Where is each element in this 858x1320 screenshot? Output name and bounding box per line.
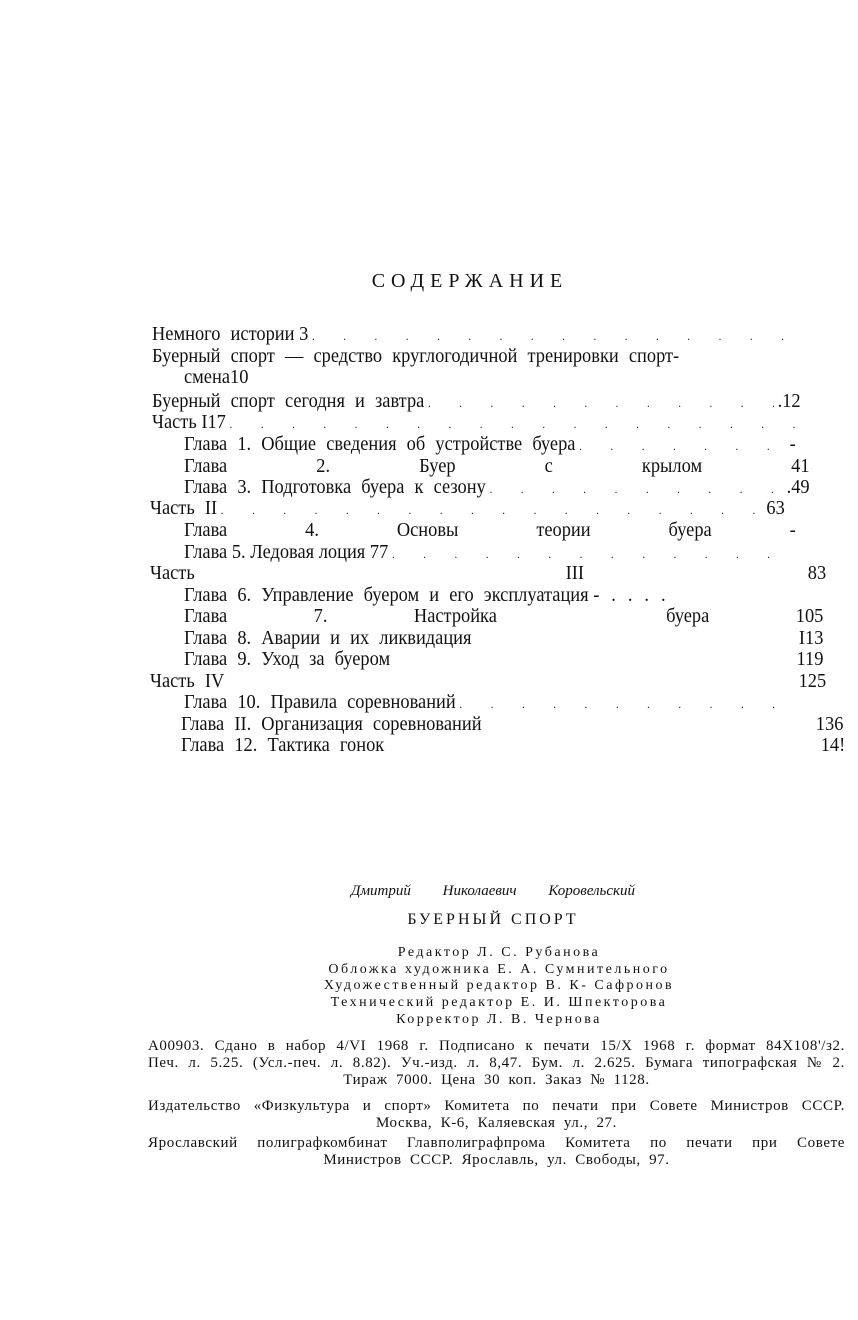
dot-leader [230,413,802,435]
toc-page: - [789,433,796,455]
toc-label: крылом [641,455,703,477]
credit-line: Корректор Л. В. Чернова [396,1012,602,1027]
toc-page: .12 [777,390,801,412]
toc-label: Немного истории [152,323,295,345]
toc-entry[interactable] [150,497,785,521]
toc-entry[interactable] [184,627,823,649]
toc-entry[interactable] [152,323,805,347]
toc-entry[interactable] [181,713,843,735]
toc-label: Глава 5. Ледовая лоция [184,541,366,563]
toc-label: смена [184,366,230,388]
book-title: БУЕРНЫЙ СПОРТ [407,911,579,928]
toc-label: Глава 6. Управление буером и его эксплуатация [184,584,589,606]
dot-leader [221,499,763,521]
toc-label: 4. [305,519,319,541]
toc-label: Часть IV [150,670,225,692]
dot-leader [459,693,792,715]
toc-label: Глава 12. Тактика гонок [181,734,385,756]
toc-label: Глава 10. Правила соревнований [184,691,456,713]
toc-label: Часть [150,562,195,584]
toc-label: Глава [184,519,228,541]
toc-page: 10 [230,366,249,388]
toc-entry[interactable] [184,584,666,606]
toc-label: Глава [184,605,228,627]
toc-label: теории [536,519,591,541]
toc-entry[interactable] [152,411,805,435]
toc-entry[interactable] [184,519,796,541]
toc-label: Глава 1. Общие сведения об устройстве буера [184,433,576,455]
toc-entry-continued[interactable] [184,366,248,388]
toc-label: Буер [419,455,456,477]
toc-page: 63 [766,497,785,519]
toc-title: СОДЕРЖАНИЕ [371,270,569,292]
toc-page: 14! [820,734,846,756]
toc-entry[interactable] [184,433,796,457]
toc-label: Глава [184,455,228,477]
toc-page: 105 [795,605,824,627]
toc-page: .49 [786,476,810,498]
toc-label: III [565,562,585,584]
toc-entry[interactable] [152,345,778,367]
toc-label: буера [668,519,712,541]
toc-label: Глава 9. Уход за буером [184,648,391,670]
dot-leader [579,435,786,457]
toc-page: 119 [796,648,824,670]
toc-page: - [789,519,796,541]
toc-page: - . . . . [593,584,666,606]
toc-label: 2. [316,455,331,477]
toc-entry[interactable] [150,670,826,692]
toc-label: Настройка [413,605,497,627]
print-details: А00903. Сдано в набор 4/VI 1968 г. Подписано к печати 15/X 1968 г. формат 84Х108'/з2. Печ. л. 5.25. (Усл.-печ. л. 8.82). Уч.-изд. л. 8,47. Бум. л. 2.625. Бумага типографская № 2. Тираж 7000. Цена 30 коп. Заказ № 1128. [148,1038,845,1088]
toc-label: 7. [313,605,328,627]
toc-page: 77 [369,541,389,563]
toc-page: 17 [207,411,226,433]
toc-page: 136 [815,713,844,735]
toc-entry[interactable] [181,734,845,756]
toc-label: Глава II. Организация соревнований [181,713,482,735]
toc-page: 125 [798,670,827,692]
credit-line: Обложка художника Е. А. Сумнительного [328,962,670,977]
credit-line: Технический редактор Е. И. Шпекторова [330,995,668,1010]
author-name: Дмитрий Николаевич Коровельский [350,883,636,899]
dot-leader [312,325,802,347]
toc-label: с [544,455,553,477]
toc-label: буера [666,605,710,627]
toc-page: 41 [791,455,810,477]
credit-line: Художественный редактор В. К- Сафронов [323,978,675,993]
toc-entry[interactable] [184,605,823,627]
toc-label: Буерный спорт — средство круглогодичной тренировки спорт- [152,345,680,367]
toc-label: Часть I [152,411,208,433]
toc-label: Глава 3. Подготовка буера к сезону [184,476,486,498]
toc-label: Основы [396,519,459,541]
toc-label: Буерный спорт сегодня и завтра [152,390,425,412]
toc-label: Часть II [150,497,218,519]
printer-info: Ярославский полиграфкомбинат Главполиграфпрома Комитета по печати при Совете Министров СССР. Ярославль, ул. Свободы, 97. [148,1135,845,1168]
toc-page: 83 [807,562,827,584]
toc-entry[interactable] [184,648,823,670]
publisher-info: Издательство «Физкультура и спорт» Комитета по печати при Совете Министров СССР. Москва, К-6, Каляевская ул., 27. [148,1098,845,1131]
toc-label: Глава 8. Аварии и их ликвидация [184,627,472,649]
credit-line: Редактор Л. С. Рубанова [397,945,601,960]
toc-entry[interactable] [150,562,826,584]
toc-page: I13 [798,627,824,649]
toc-entry[interactable] [184,691,796,715]
toc-entry[interactable] [184,455,810,477]
toc-page: 3 [299,323,309,345]
